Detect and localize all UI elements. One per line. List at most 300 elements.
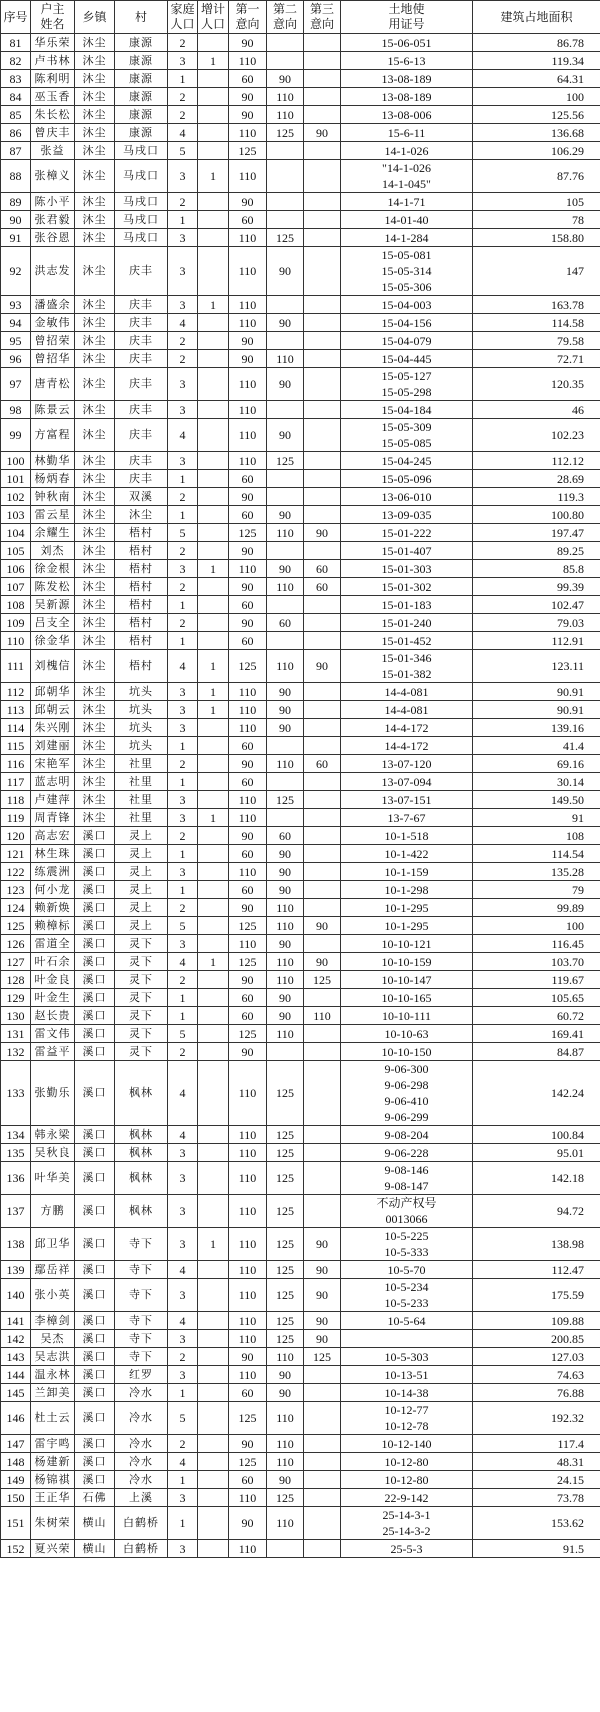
owner-name: 雷道全 — [31, 935, 75, 953]
village: 康源 — [115, 70, 168, 88]
family-pop: 1 — [168, 1507, 198, 1540]
town: 沐尘 — [75, 52, 115, 70]
village: 庆丰 — [115, 419, 168, 452]
land-cert-line: 13-07-151 — [381, 792, 432, 807]
land-cert-line: 10-1-295 — [384, 918, 429, 933]
family-pop: 3 — [168, 1228, 198, 1261]
building-area: 102.47 — [473, 596, 600, 614]
family-pop: 2 — [168, 488, 198, 506]
building-area: 116.45 — [473, 935, 600, 953]
intent-1: 110 — [229, 1312, 267, 1330]
land-cert-line: 15-6-11 — [387, 125, 426, 140]
table-row — [1, 70, 600, 88]
table-row — [1, 542, 600, 560]
intent-3 — [304, 791, 341, 809]
village: 社里 — [115, 755, 168, 773]
town: 沐尘 — [75, 314, 115, 332]
land-cert — [341, 1348, 473, 1366]
owner-name: 王正华 — [31, 1489, 75, 1507]
building-area: 123.11 — [473, 650, 600, 683]
land-cert — [341, 1471, 473, 1489]
intent-2: 125 — [267, 1144, 304, 1162]
intent-2: 125 — [267, 1330, 304, 1348]
table-row — [1, 1540, 600, 1558]
intent-2 — [267, 332, 304, 350]
intent-1: 110 — [229, 124, 267, 142]
intent-2: 90 — [267, 70, 304, 88]
intent-1: 110 — [229, 560, 267, 578]
village: 灵下 — [115, 953, 168, 971]
building-area: 73.78 — [473, 1489, 600, 1507]
land-cert — [341, 863, 473, 881]
owner-name: 叶华美 — [31, 1162, 75, 1195]
town: 沐尘 — [75, 614, 115, 632]
intent-2: 90 — [267, 560, 304, 578]
added-pop — [198, 470, 229, 488]
intent-1: 110 — [229, 1540, 267, 1558]
land-cert — [341, 1162, 473, 1195]
intent-1: 110 — [229, 1489, 267, 1507]
intent-2 — [267, 470, 304, 488]
land-cert — [341, 1144, 473, 1162]
intent-1: 110 — [229, 1061, 267, 1126]
table-row — [1, 791, 600, 809]
intent-2 — [267, 296, 304, 314]
table-row — [1, 1007, 600, 1025]
land-cert-line: 15-04-079 — [381, 333, 432, 348]
land-cert-line: 15-05-298 — [381, 385, 432, 399]
land-cert-line: 13-08-189 — [381, 71, 432, 86]
owner-name: 吴志洪 — [31, 1348, 75, 1366]
building-area: 95.01 — [473, 1144, 600, 1162]
row-no: 93 — [1, 296, 31, 314]
added-pop: 1 — [198, 650, 229, 683]
header-line: 序号 — [3, 9, 28, 24]
land-cert-line: 14-4-172 — [384, 720, 429, 735]
land-cert — [341, 332, 473, 350]
added-pop — [198, 791, 229, 809]
added-pop — [198, 211, 229, 229]
building-area: 105 — [473, 193, 600, 211]
table-row — [1, 596, 600, 614]
intent-1: 60 — [229, 989, 267, 1007]
intent-2: 110 — [267, 971, 304, 989]
intent-1: 125 — [229, 1025, 267, 1043]
table-row — [1, 34, 600, 52]
village: 冷水 — [115, 1453, 168, 1471]
land-cert — [341, 989, 473, 1007]
village: 社里 — [115, 773, 168, 791]
intent-1: 110 — [229, 296, 267, 314]
table-row — [1, 881, 600, 899]
table-row — [1, 899, 600, 917]
table-row — [1, 1435, 600, 1453]
header-row — [1, 1, 600, 34]
added-pop — [198, 1348, 229, 1366]
table-row — [1, 193, 600, 211]
building-area: 28.69 — [473, 470, 600, 488]
owner-name: 蓝志明 — [31, 773, 75, 791]
building-area: 69.16 — [473, 755, 600, 773]
intent-3 — [304, 1471, 341, 1489]
village: 康源 — [115, 106, 168, 124]
added-pop — [198, 524, 229, 542]
added-pop — [198, 1279, 229, 1312]
intent-3 — [304, 160, 341, 193]
land-cert — [341, 845, 473, 863]
intent-1: 110 — [229, 863, 267, 881]
intent-1: 125 — [229, 650, 267, 683]
added-pop: 1 — [198, 160, 229, 193]
row-no: 85 — [1, 106, 31, 124]
row-no: 110 — [1, 632, 31, 650]
intent-1: 110 — [229, 701, 267, 719]
intent-2 — [267, 773, 304, 791]
intent-2: 110 — [267, 524, 304, 542]
owner-name: 曾招荣 — [31, 332, 75, 350]
owner-name: 雷云星 — [31, 506, 75, 524]
town: 溪口 — [75, 1366, 115, 1384]
intent-1: 90 — [229, 34, 267, 52]
land-cert-line: 10-10-165 — [381, 990, 432, 1005]
intent-1: 110 — [229, 229, 267, 247]
land-cert — [341, 1126, 473, 1144]
row-no: 114 — [1, 719, 31, 737]
land-cert-line: 9-08-204 — [384, 1127, 429, 1142]
village: 康源 — [115, 88, 168, 106]
owner-name: 张益 — [31, 142, 75, 160]
land-cert-line: 15-05-306 — [381, 280, 432, 294]
owner-name: 徐金华 — [31, 632, 75, 650]
town: 沐尘 — [75, 755, 115, 773]
intent-2 — [267, 1043, 304, 1061]
town: 沐尘 — [75, 506, 115, 524]
land-cert-line: 13-07-094 — [381, 774, 432, 789]
land-cert-line: 10-12-140 — [381, 1436, 432, 1451]
village: 梧村 — [115, 578, 168, 596]
building-area: 100.80 — [473, 506, 600, 524]
added-pop — [198, 917, 229, 935]
header-line: 乡镇 — [82, 9, 107, 24]
intent-1: 110 — [229, 1126, 267, 1144]
land-cert — [341, 70, 473, 88]
intent-3 — [304, 542, 341, 560]
family-pop: 1 — [168, 470, 198, 488]
land-cert-line: 10-10-159 — [381, 954, 432, 969]
building-area: 85.8 — [473, 560, 600, 578]
family-pop: 2 — [168, 1043, 198, 1061]
added-pop — [198, 935, 229, 953]
row-no: 95 — [1, 332, 31, 350]
owner-name: 邱朝云 — [31, 701, 75, 719]
added-pop: 1 — [198, 809, 229, 827]
intent-2 — [267, 34, 304, 52]
intent-2 — [267, 737, 304, 755]
row-no: 92 — [1, 247, 31, 296]
intent-2: 60 — [267, 827, 304, 845]
intent-2: 110 — [267, 899, 304, 917]
intent-1: 60 — [229, 211, 267, 229]
intent-3 — [304, 229, 341, 247]
village: 康源 — [115, 52, 168, 70]
row-no: 123 — [1, 881, 31, 899]
owner-name: 叶金生 — [31, 989, 75, 1007]
town: 沐尘 — [75, 542, 115, 560]
land-cert-line: 9-06-410 — [384, 1094, 429, 1108]
table-row — [1, 524, 600, 542]
family-pop: 3 — [168, 1489, 198, 1507]
intent-1: 110 — [229, 368, 267, 401]
owner-name: 朱树荣 — [31, 1507, 75, 1540]
intent-3 — [304, 452, 341, 470]
land-cert-line: 10-10-147 — [381, 972, 432, 987]
land-cert — [341, 488, 473, 506]
village: 冷水 — [115, 1471, 168, 1489]
land-cert — [341, 971, 473, 989]
family-pop: 2 — [168, 1435, 198, 1453]
row-no: 84 — [1, 88, 31, 106]
table-row — [1, 1144, 600, 1162]
added-pop — [198, 488, 229, 506]
owner-name: 卢书林 — [31, 52, 75, 70]
family-pop: 1 — [168, 506, 198, 524]
row-no: 118 — [1, 791, 31, 809]
row-no: 104 — [1, 524, 31, 542]
added-pop — [198, 419, 229, 452]
intent-3 — [304, 314, 341, 332]
row-no: 107 — [1, 578, 31, 596]
table-row — [1, 1384, 600, 1402]
land-cert-line: 25-14-3-1 — [382, 1508, 431, 1522]
owner-name: 鄢岳祥 — [31, 1261, 75, 1279]
table-row — [1, 917, 600, 935]
intent-3 — [304, 470, 341, 488]
owner-name: 吴杰 — [31, 1330, 75, 1348]
intent-1: 110 — [229, 1279, 267, 1312]
added-pop: 1 — [198, 296, 229, 314]
land-cert — [341, 899, 473, 917]
town: 沐尘 — [75, 229, 115, 247]
row-no: 128 — [1, 971, 31, 989]
row-no: 151 — [1, 1507, 31, 1540]
family-pop: 3 — [168, 791, 198, 809]
table-row — [1, 314, 600, 332]
table-row — [1, 1507, 600, 1540]
family-pop: 2 — [168, 88, 198, 106]
land-cert — [341, 1507, 473, 1540]
village: 寺下 — [115, 1279, 168, 1312]
intent-2: 125 — [267, 1126, 304, 1144]
land-cert-line: 10-1-298 — [384, 882, 429, 897]
village: 社里 — [115, 809, 168, 827]
owner-name: 余耀生 — [31, 524, 75, 542]
land-cert-line: 13-07-120 — [381, 756, 432, 771]
row-no: 87 — [1, 142, 31, 160]
land-cert-line: 9-08-146 — [384, 1163, 429, 1177]
owner-name: 刘建丽 — [31, 737, 75, 755]
land-cert-line: 9-06-299 — [384, 1110, 429, 1124]
land-cert — [341, 737, 473, 755]
building-area: 114.58 — [473, 314, 600, 332]
owner-name: 徐金根 — [31, 560, 75, 578]
intent-1: 90 — [229, 827, 267, 845]
town: 溪口 — [75, 899, 115, 917]
land-cert-line: 10-5-333 — [384, 1245, 429, 1259]
family-pop: 1 — [168, 1471, 198, 1489]
header-line: 户主 — [40, 2, 65, 16]
intent-3 — [304, 142, 341, 160]
intent-2: 90 — [267, 845, 304, 863]
col-header-added-pop — [198, 1, 229, 34]
family-pop: 1 — [168, 845, 198, 863]
owner-name: 唐青松 — [31, 368, 75, 401]
intent-3 — [304, 863, 341, 881]
owner-name: 张樟义 — [31, 160, 75, 193]
family-pop: 3 — [168, 247, 198, 296]
owner-name: 张勤乐 — [31, 1061, 75, 1126]
land-cert — [341, 1330, 473, 1348]
row-no: 135 — [1, 1144, 31, 1162]
family-pop: 3 — [168, 1162, 198, 1195]
town: 溪口 — [75, 1228, 115, 1261]
family-pop: 2 — [168, 971, 198, 989]
intent-3 — [304, 350, 341, 368]
land-cert-line: 15-01-183 — [381, 597, 432, 612]
village: 灵下 — [115, 989, 168, 1007]
added-pop — [198, 971, 229, 989]
village: 上溪 — [115, 1489, 168, 1507]
building-area: 99.89 — [473, 899, 600, 917]
building-area: 87.76 — [473, 160, 600, 193]
building-area: 125.56 — [473, 106, 600, 124]
intent-3 — [304, 881, 341, 899]
intent-2: 110 — [267, 1348, 304, 1366]
intent-2: 125 — [267, 1061, 304, 1126]
intent-2: 110 — [267, 106, 304, 124]
land-cert — [341, 1384, 473, 1402]
col-header-intent-2 — [267, 1, 304, 34]
table-row — [1, 719, 600, 737]
owner-name: 雷宇鸣 — [31, 1435, 75, 1453]
building-area: 108 — [473, 827, 600, 845]
family-pop: 4 — [168, 1061, 198, 1126]
intent-1: 60 — [229, 506, 267, 524]
table-row — [1, 52, 600, 70]
village: 冷水 — [115, 1435, 168, 1453]
land-cert-line: "14-1-026 — [382, 161, 431, 175]
building-area: 163.78 — [473, 296, 600, 314]
land-cert-line: 10-5-234 — [384, 1280, 429, 1294]
land-cert-line: 22-9-142 — [384, 1490, 429, 1505]
intent-2: 90 — [267, 863, 304, 881]
table-row — [1, 953, 600, 971]
village: 社里 — [115, 791, 168, 809]
village: 红罗 — [115, 1366, 168, 1384]
owner-name: 潘盛余 — [31, 296, 75, 314]
table-row — [1, 683, 600, 701]
building-area: 78 — [473, 211, 600, 229]
village: 枫林 — [115, 1162, 168, 1195]
land-cert-line: 25-14-3-2 — [382, 1524, 431, 1538]
village: 康源 — [115, 34, 168, 52]
family-pop: 3 — [168, 809, 198, 827]
family-pop: 4 — [168, 124, 198, 142]
row-no: 89 — [1, 193, 31, 211]
row-no: 91 — [1, 229, 31, 247]
col-header-no — [1, 1, 31, 34]
row-no: 142 — [1, 1330, 31, 1348]
table-row — [1, 1453, 600, 1471]
intent-1: 110 — [229, 160, 267, 193]
added-pop — [198, 827, 229, 845]
land-cert — [341, 1540, 473, 1558]
table-row — [1, 935, 600, 953]
town: 溪口 — [75, 1126, 115, 1144]
added-pop — [198, 1043, 229, 1061]
owner-name: 邱朝华 — [31, 683, 75, 701]
town: 沐尘 — [75, 596, 115, 614]
town: 沐尘 — [75, 368, 115, 401]
added-pop — [198, 881, 229, 899]
intent-1: 110 — [229, 719, 267, 737]
town: 溪口 — [75, 1312, 115, 1330]
intent-2: 125 — [267, 1261, 304, 1279]
header-line: 建筑占地面积 — [500, 9, 573, 24]
village: 灵上 — [115, 863, 168, 881]
intent-1: 110 — [229, 1144, 267, 1162]
added-pop — [198, 1540, 229, 1558]
intent-3 — [304, 683, 341, 701]
owner-name: 曾庆丰 — [31, 124, 75, 142]
table-row — [1, 1489, 600, 1507]
added-pop — [198, 229, 229, 247]
land-cert-line: 10-1-518 — [384, 828, 429, 843]
intent-3 — [304, 827, 341, 845]
added-pop — [198, 368, 229, 401]
added-pop — [198, 1453, 229, 1471]
town: 沐尘 — [75, 719, 115, 737]
land-cert — [341, 1025, 473, 1043]
building-area: 86.78 — [473, 34, 600, 52]
added-pop — [198, 1489, 229, 1507]
land-cert — [341, 632, 473, 650]
owner-name: 陈小平 — [31, 193, 75, 211]
added-pop — [198, 1384, 229, 1402]
row-no: 125 — [1, 917, 31, 935]
row-no: 117 — [1, 773, 31, 791]
row-no: 150 — [1, 1489, 31, 1507]
land-cert — [341, 419, 473, 452]
intent-3: 90 — [304, 1330, 341, 1348]
owner-name: 吕支全 — [31, 614, 75, 632]
added-pop — [198, 314, 229, 332]
land-cert — [341, 34, 473, 52]
row-no: 130 — [1, 1007, 31, 1025]
family-pop: 1 — [168, 881, 198, 899]
land-cert-line: 13-08-006 — [381, 107, 432, 122]
intent-2: 125 — [267, 229, 304, 247]
intent-2: 110 — [267, 88, 304, 106]
building-area: 79.58 — [473, 332, 600, 350]
intent-1: 110 — [229, 809, 267, 827]
town: 溪口 — [75, 827, 115, 845]
town: 沐尘 — [75, 419, 115, 452]
family-pop: 2 — [168, 1348, 198, 1366]
intent-3 — [304, 88, 341, 106]
added-pop — [198, 1025, 229, 1043]
land-cert — [341, 935, 473, 953]
town: 沐尘 — [75, 401, 115, 419]
